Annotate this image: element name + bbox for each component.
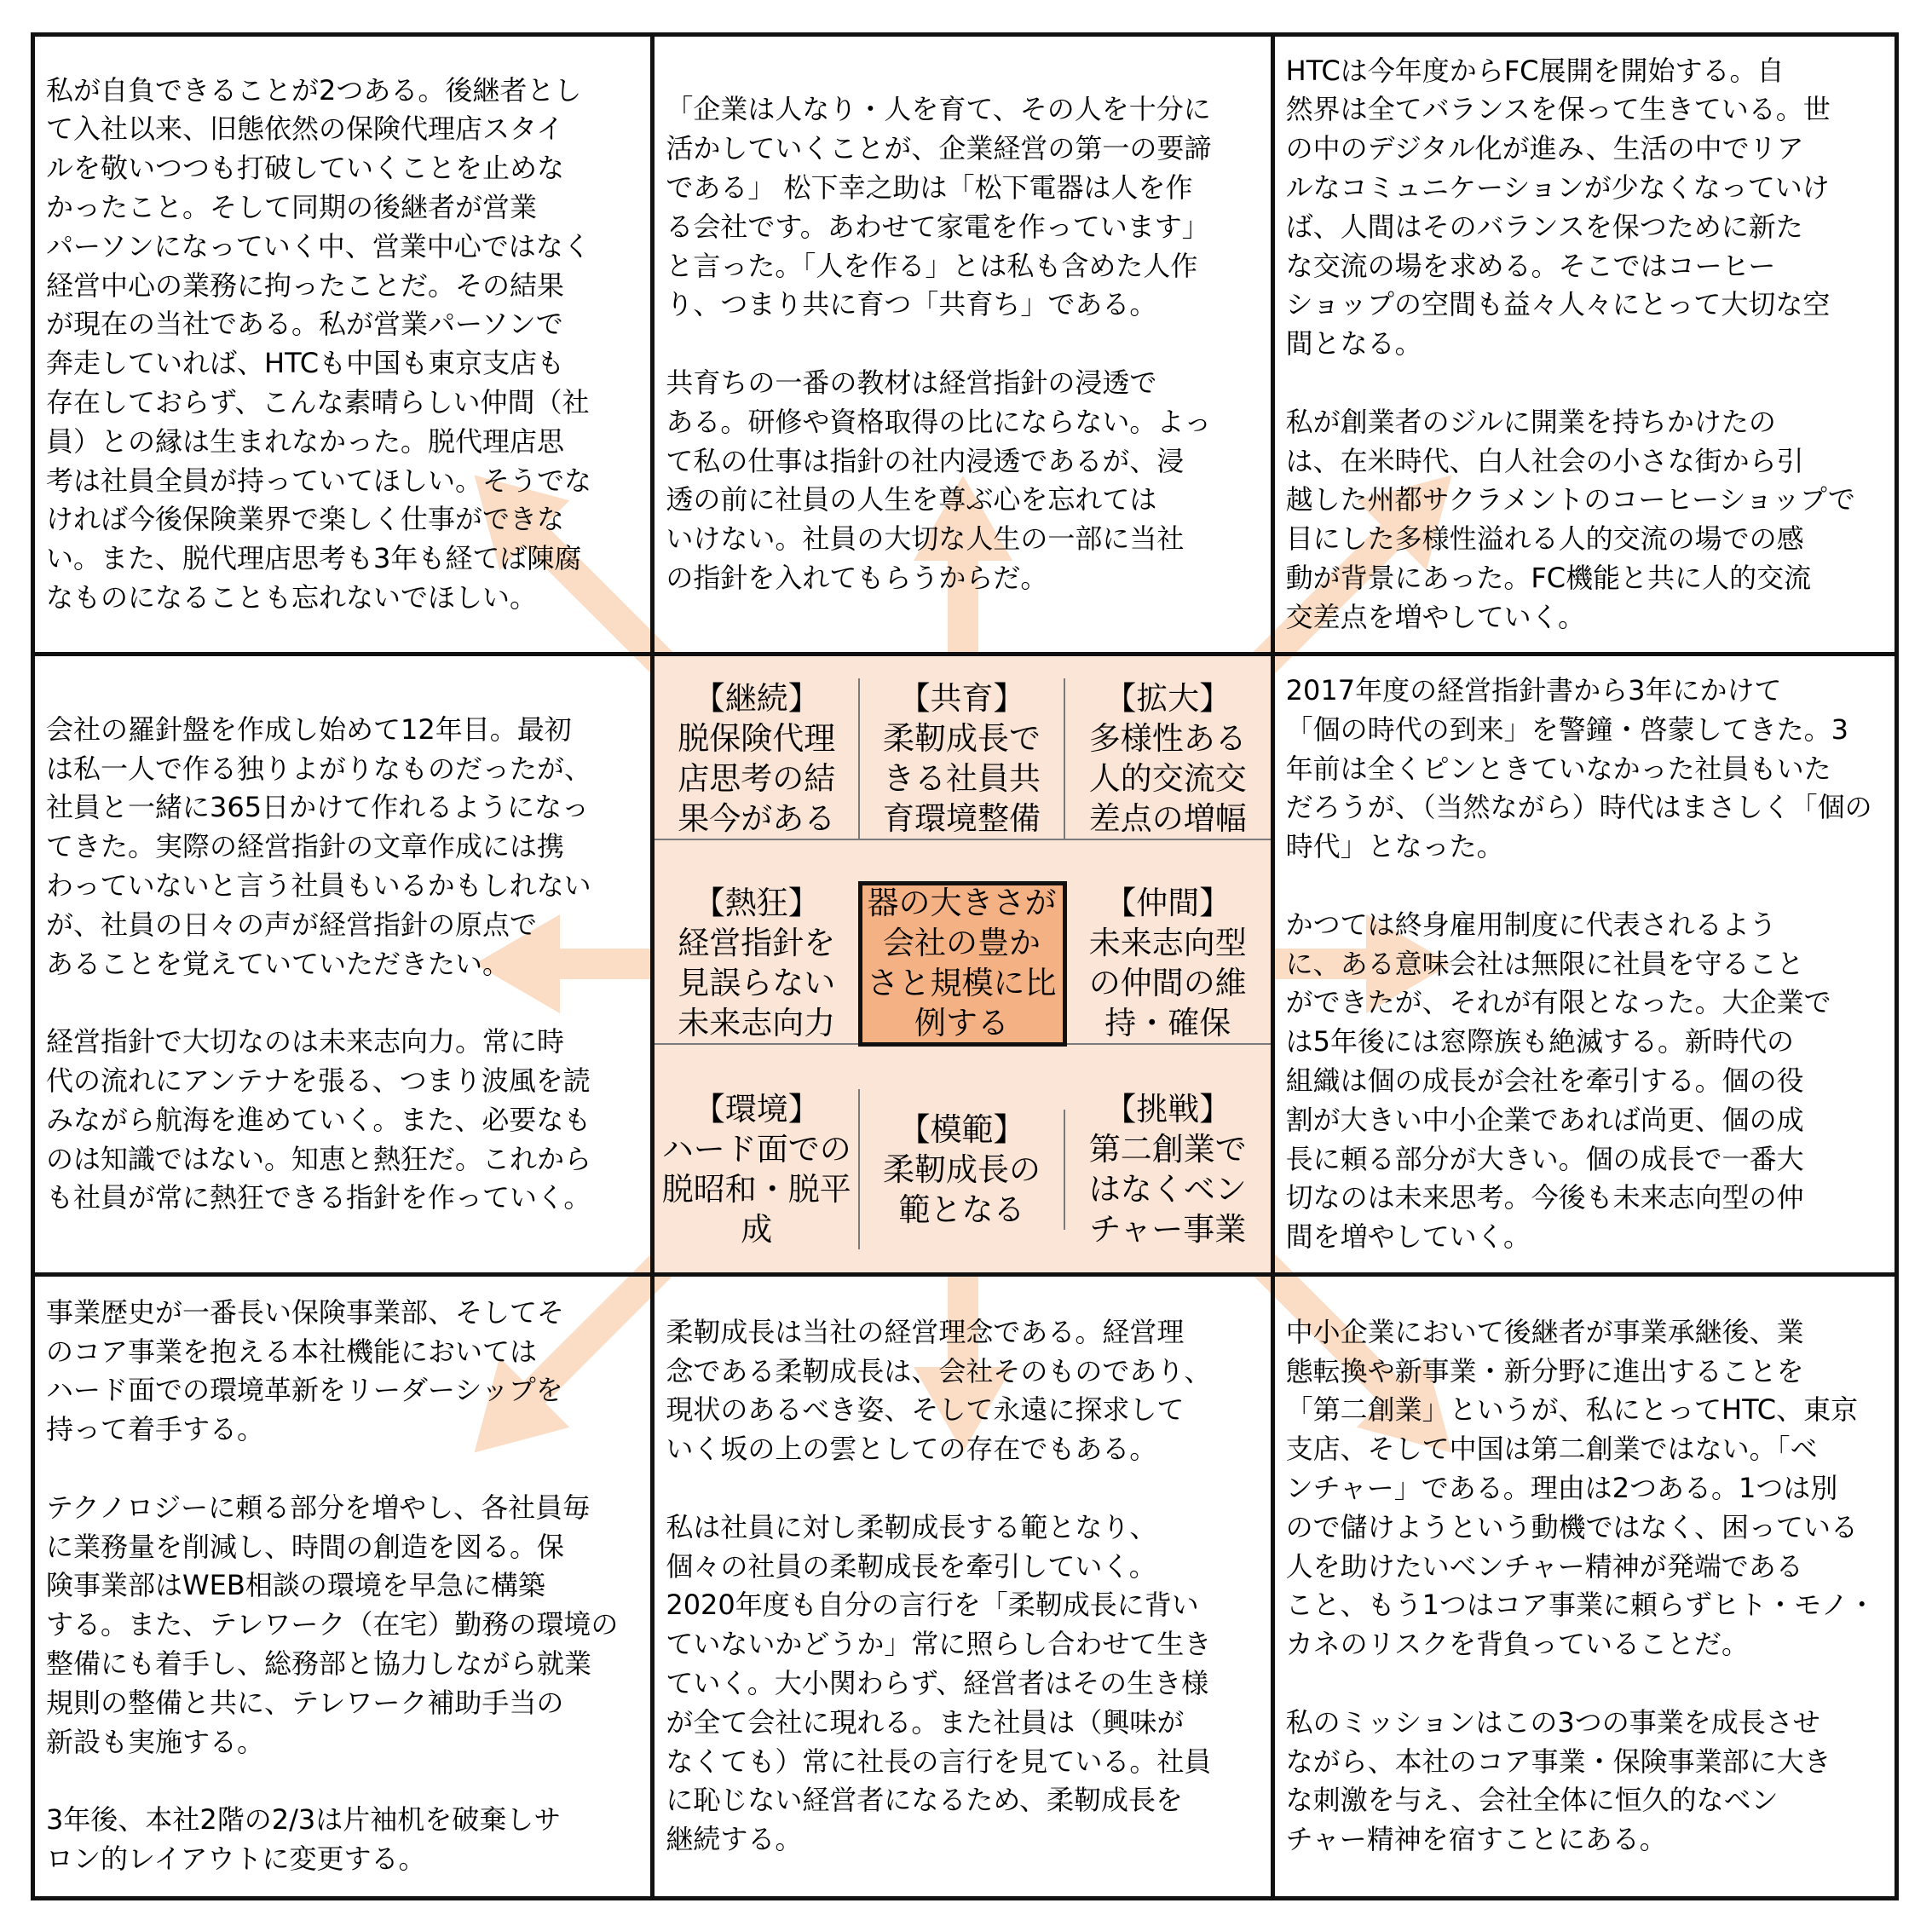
core-theme-text: 器の大きさが 会社の豊か さと規模に比 例する [867, 885, 1057, 1042]
cell-center-keywords [655, 656, 1274, 1276]
cell-text-top-center: 「企業は人なり・人を育て、その人を十分に 活かしていくことが、企業経営の第一の要諦 である」 松下幸之助は「松下電器は人を作 る会社です。あわせて家電を作っています」 と言った。「人を作る」とは私も含めた人作 り、つまり共に育つ「共育ち」である。 共育ちの一番の教材は経営指針の浸透で ある。研修や資格取得の比にならない。よっ て私の仕事は指針の社内浸透であるが、浸 透の前に社員の人生を尊ぶ心を忘れては いけない。社員の大切な人生の一部に当社 の指針を入れてもらうからだ。 [666, 93, 1212, 595]
cell-text-middle-left: 会社の羅針盤を作成し始めて12年目。最初 は私一人で作る独りよがりなものだったが、 社員と一緒に365日かけて作れるようになっ てきた。実際の経営指針の文章作成には携 わっていないと言う社員もいるかもしれない が、社員の日々の声が経営指針の原点で あることを覚えていていただきたい。 経営指針で大切なのは未来志向力。常に時 代の流れにアンテナを張る、つまり波風を読 みながら航海を進めていく。また、必要なも のは知識ではない。知恵と熱狂だ。これから も社員が常に熱狂できる指針を作っていく。 [46, 712, 592, 1214]
keyword-cell-challenge [1065, 1089, 1271, 1249]
cell-middle-left [35, 656, 655, 1276]
cell-text-middle-right: 2017年度の経営指針書から3年にかけて 「個の時代の到来」を警鐘・啓蒙してきた。3 年前は全くピンときていなかった社員もいた だろうが、（当然ながら）時代はまさしく「個の 時代」となった。 かつては終身雇用制度に代表されるよう に、ある意味会社は無限に社員を守ること ができたが、それが有限となった。大企業で は5年後には窓際族も絶滅する。新時代の 組織は個の成長が会社を牽引する。個の役 割が大きい中小企業であれば尚更、個の成 長に頼る部分が大きい。個の成長で一番大 切なのは未来思考。今後も未来志向型の仲 間を増やしていく。 [1285, 674, 1872, 1254]
keyword-cell-environment [655, 1089, 860, 1249]
keyword-text: 柔靭成長で きる社員共 育環境整備 [882, 719, 1041, 837]
keyword-tag: 【共育】 [898, 679, 1025, 717]
cell-bottom-right [1275, 1277, 1895, 1896]
keyword-text: 柔靭成長の 範となる [882, 1151, 1041, 1228]
keyword-cell-model [860, 1110, 1065, 1230]
cell-text-top-right: HTCは今年度からFC展開を開始する。自 然界は全てバランスを保って生きている。世 の中のデジタル化が進み、生活の中でリア ルなコミュニケーションが少なくなっていけ ば、人間はそのバランスを保つために新た な交流の場を求める。そこではコーヒー ショップの空間も益々人々にとって大切な空 間となる。 私が創業者のジルに開業を持ちかけたの は、在米時代、白人社会の小さな街から引 越した州都サクラメントのコーヒーショップで 目にした多様性溢れる人的交流の場での感 動が背景にあった。FC機能と共に人的交流 交差点を増やしていく。 [1285, 54, 1855, 633]
cell-text-bottom-right: 中小企業において後継者が事業承継後、業 態転換や新事業・新分野に進出することを 「第二創業」というが、私にとってHTC、東京 支店、そして中国は第二創業ではない。「ベ ンチャー」である。理由は2つある。1つは別 ので儲けようという動機ではなく、困っている 人を助けたいベンチャー精神が発端である こと、もう1つはコア事業に頼らずヒト・モノ・ カネのリスクを背負っていることだ。 私のミッションはこの3つの事業を成長させ ながら、本社のコア事業・保険事業部に大き な刺激を与え、会社全体に恒久的なベン チャー精神を宿すことにある。 [1285, 1315, 1876, 1856]
cell-middle-right [1275, 656, 1895, 1276]
keyword-cell-continuation [655, 678, 860, 840]
keyword-tag: 【模範】 [898, 1110, 1025, 1148]
core-theme-cell [860, 883, 1065, 1045]
keyword-tag: 【拡大】 [1104, 679, 1231, 717]
cell-bottom-center [655, 1277, 1274, 1896]
keyword-text: 未来志向型 の仲間の維 持・確保 [1088, 925, 1247, 1042]
keyword-tag: 【仲間】 [1104, 885, 1231, 922]
cell-bottom-left [35, 1277, 655, 1896]
keyword-tag: 【環境】 [693, 1091, 820, 1128]
keyword-tag: 【熱狂】 [693, 885, 820, 922]
keyword-text: 経営指針を 見誤らない 未来志向力 [678, 925, 836, 1042]
cell-text-bottom-left: 事業歴史が一番長い保険事業部、そしてそ のコア事業を抱える本社機能においては ハード面での環境革新をリーダーシップを 持って着手する。 テクノロジーに頼る部分を増やし、各社員毎 に業務量を削減し、時間の創造を図る。保 険事業部はWEB相談の環境を早急に構築 する。また、テレワーク（在宅）勤務の環境の 整備にも着手し、総務部と協力しながら就業 規則の整備と共に、テレワーク補助手当の 新設も実施する。 3年後、本社2階の2/3は片袖机を破棄しサ ロン的レイアウトに変更する。 [46, 1295, 619, 1875]
keyword-tag: 【挑戦】 [1104, 1091, 1231, 1128]
keyword-tag: 【継続】 [693, 679, 820, 717]
keyword-cell-passion [655, 883, 860, 1045]
keyword-cell-companions [1065, 883, 1271, 1045]
keyword-text: ハード面での 脱昭和・脱平 成 [661, 1131, 851, 1249]
cell-top-center [655, 37, 1274, 656]
keyword-cell-co-growth [860, 678, 1065, 840]
cell-top-left [35, 37, 655, 656]
cell-top-right [1275, 37, 1895, 656]
cell-text-top-left: 私が自負できることが2つある。後継者とし て入社以来、旧態依然の保険代理店スタイ ルを敬いつつも打破していくことを止めな かったこと。そして同期の後継者が営業 パーソンになっていく中、営業中心ではなく 経営中心の業務に拘ったことだ。その結果 が現在の当社である。私が営業パーソンで 奔走していれば、HTCも中国も東京支店も 存在しておらず、こんな素晴らしい仲間（社 員）との縁は生まれなかった。脱代理店思 考は社員全員が持っていてほしい。そうでな ければ今後保険業界で楽しく仕事ができな い。また、脱代理店思考も3年も経てば陳腐 なものになることも忘れないでほしい。 [46, 73, 592, 614]
cell-text-bottom-center: 柔靭成長は当社の経営理念である。経営理 念である柔靭成長は、会社そのものであり、 現状のあるべき姿、そして永遠に探求して いく坂の上の雲としての存在でもある。 私は社員に対し柔靭成長する範となり、 個々の社員の柔靭成長を牽引していく。 2020年度も自分の言行を「柔靭成長に背い ていないかどうか」常に照らし合わせて生き ていく。大小関わらず、経営者はその生き様 が全て会社に現れる。また社員は（興味が なくても）常に社長の言行を見ている。社員 に恥じない経営者になるため、柔靭成長を 継続する。 [666, 1315, 1212, 1856]
keyword-text: 多様性ある 人的交流交 差点の増幅 [1088, 719, 1247, 837]
keyword-cell-expansion [1065, 678, 1271, 840]
keyword-text: 第二創業で はなくベン チャー事業 [1088, 1131, 1247, 1249]
keyword-text: 脱保険代理 店思考の結 果今がある [678, 719, 836, 837]
mandala-grid [31, 32, 1899, 1900]
